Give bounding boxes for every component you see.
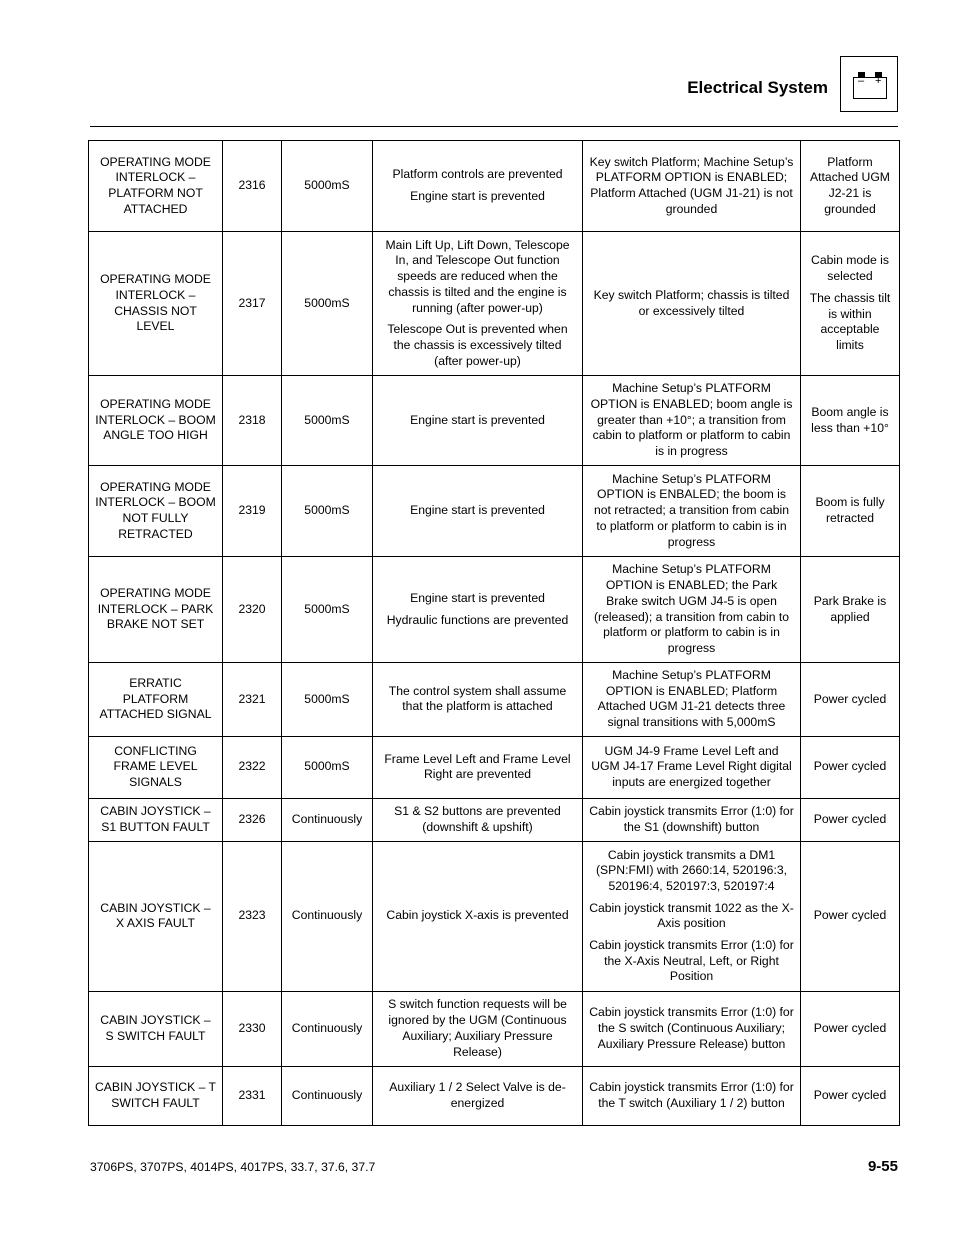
fault-name: CABIN JOYSTICK – X AXIS FAULT [89, 841, 223, 991]
fault-condition [583, 141, 801, 232]
fault-effect [373, 557, 583, 663]
fault-code: 2319 [223, 466, 282, 557]
fault-effect-line: Frame Level Left and Frame Level Right are prevented [384, 751, 571, 782]
fault-clear [801, 141, 900, 232]
fault-effect [373, 466, 583, 557]
fault-condition-line: Machine Setup’s PLATFORM OPTION is ENABLED; boom angle is greater than +10°; a transition from cabin to platform or platform to cabin is in progress [590, 381, 793, 459]
fault-condition [583, 798, 801, 841]
fault-clear [801, 1066, 900, 1125]
fault-name: OPERATING MODE INTERLOCK – CHASSIS NOT LEVEL [89, 232, 223, 376]
fault-effect [373, 376, 583, 466]
fault-name: OPERATING MODE INTERLOCK – PARK BRAKE NOT SET [89, 557, 223, 663]
fault-time: Continuously [282, 1066, 373, 1125]
fault-effect [373, 141, 583, 232]
fault-code-table [88, 140, 900, 1126]
fault-condition-line: Cabin joystick transmits Error (1:0) for the X-Axis Neutral, Left, or Right Position [589, 938, 794, 984]
fault-effect-line: Engine start is prevented [410, 590, 545, 605]
fault-time: 5000mS [282, 141, 373, 232]
fault-name: CONFLICTING FRAME LEVEL SIGNALS [89, 736, 223, 798]
fault-clear-line: Park Brake is applied [813, 593, 887, 624]
page-number: 9-55 [867, 1158, 898, 1175]
fault-clear-line: Power cycled [813, 1020, 887, 1035]
table-row [89, 141, 900, 232]
fault-condition [583, 466, 801, 557]
fault-effect-line: Platform controls are prevented [392, 167, 563, 182]
fault-effect [373, 663, 583, 737]
fault-code: 2330 [223, 991, 282, 1066]
fault-clear-line: Boom is fully retracted [815, 495, 885, 525]
fault-clear-line: Cabin mode is selected [811, 253, 889, 284]
fault-effect-line: S1 & S2 buttons are prevented (downshift & upshift) [394, 804, 561, 834]
fault-condition [583, 736, 801, 798]
fault-clear [801, 991, 900, 1066]
fault-effect [373, 841, 583, 991]
fault-condition-line: Machine Setup’s PLATFORM OPTION is ENABLED; Platform Attached UGM J1-21 detects three signal transitions with 5,000mS [597, 668, 786, 730]
table-row [89, 663, 900, 737]
fault-name: ERRATIC PLATFORM ATTACHED SIGNAL [89, 663, 223, 737]
fault-condition-line: Key switch Platform; chassis is tilted or excessively tilted [593, 287, 790, 318]
fault-code: 2318 [223, 376, 282, 466]
fault-name: OPERATING MODE INTERLOCK – PLATFORM NOT ATTACHED [89, 141, 223, 232]
fault-time: 5000mS [282, 736, 373, 798]
fault-clear [801, 841, 900, 991]
fault-clear-line: Boom angle is less than +10° [811, 404, 889, 435]
fault-condition [583, 232, 801, 376]
table-row [89, 466, 900, 557]
fault-clear [801, 466, 900, 557]
fault-clear-line: Power cycled [813, 908, 887, 923]
fault-condition-line: UGM J4-9 Frame Level Left and UGM J4-17 Frame Level Right digital inputs are energized together [591, 743, 792, 790]
fault-name: OPERATING MODE INTERLOCK – BOOM NOT FULLY RETRACTED [89, 466, 223, 557]
table-row [89, 798, 900, 841]
fault-clear [801, 798, 900, 841]
fault-time: 5000mS [282, 557, 373, 663]
fault-clear [801, 232, 900, 376]
table-row [89, 736, 900, 798]
fault-effect [373, 232, 583, 376]
section-icon-box [840, 56, 898, 112]
fault-effect-line: Cabin joystick X-axis is prevented [386, 908, 569, 923]
fault-effect-line: Main Lift Up, Lift Down, Telescope In, and Telescope Out function speeds are reduced when the chassis is tilted and the engine is running (after power-up) [385, 237, 570, 315]
fault-code: 2316 [223, 141, 282, 232]
fault-condition-line: Key switch Platform; Machine Setup’s PLATFORM OPTION is ENABLED; Platform Attached (UGM J1-21) is not grounded [589, 154, 794, 216]
fault-condition-line: Cabin joystick transmits Error (1:0) for the S1 (downshift) button [589, 804, 794, 834]
fault-condition-line: Cabin joystick transmit 1022 as the X-Axis position [589, 900, 794, 931]
fault-time: 5000mS [282, 376, 373, 466]
fault-code: 2322 [223, 736, 282, 798]
fault-time: Continuously [282, 991, 373, 1066]
section-title: Electrical System [687, 78, 828, 97]
fault-code: 2317 [223, 232, 282, 376]
fault-clear [801, 663, 900, 737]
fault-time: 5000mS [282, 466, 373, 557]
fault-code: 2320 [223, 557, 282, 663]
fault-condition [583, 557, 801, 663]
table-row [89, 1066, 900, 1125]
fault-clear-line: The chassis tilt is within acceptable limits [809, 290, 891, 352]
table-row [89, 841, 900, 991]
fault-clear [801, 376, 900, 466]
table-row [89, 232, 900, 376]
fault-condition [583, 376, 801, 466]
fault-effect-line: Engine start is prevented [410, 189, 545, 203]
fault-clear-line: Platform Attached UGM J2-21 is grounded [810, 154, 890, 216]
fault-effect-line: Engine start is prevented [410, 412, 545, 427]
fault-effect [373, 736, 583, 798]
fault-time: 5000mS [282, 663, 373, 737]
fault-condition-line: Cabin joystick transmits a DM1 (SPN:FMI) with 2660:14, 520196:3, 520196:4, 520197:3, 520197:4 [595, 847, 788, 893]
fault-clear-line: Power cycled [813, 1087, 887, 1102]
fault-condition [583, 663, 801, 737]
fault-clear [801, 557, 900, 663]
fault-time: Continuously [282, 841, 373, 991]
fault-name: CABIN JOYSTICK – S SWITCH FAULT [89, 991, 223, 1066]
fault-clear-line: Power cycled [813, 811, 887, 826]
header-rule [90, 126, 898, 127]
fault-effect-line: S switch function requests will be ignored by the UGM (Continuous Auxiliary; Auxiliary Pressure Release) [388, 997, 567, 1059]
fault-clear-line: Power cycled [813, 759, 887, 774]
fault-effect-line: Engine start is prevented [410, 503, 545, 518]
fault-code: 2331 [223, 1066, 282, 1125]
fault-code: 2326 [223, 798, 282, 841]
fault-condition-line: Cabin joystick transmits Error (1:0) for the S switch (Continuous Auxiliary; Auxiliary Pressure Release) button [589, 1005, 794, 1051]
fault-time: Continuously [282, 798, 373, 841]
fault-effect-line: The control system shall assume that the platform is attached [388, 683, 567, 714]
fault-name: CABIN JOYSTICK – T SWITCH FAULT [89, 1066, 223, 1125]
fault-name: OPERATING MODE INTERLOCK – BOOM ANGLE TOO HIGH [89, 376, 223, 466]
fault-condition-line: Cabin joystick transmits Error (1:0) for the T switch (Auxiliary 1 / 2) button [589, 1080, 794, 1110]
fault-effect [373, 1066, 583, 1125]
fault-condition-line: Machine Setup’s PLATFORM OPTION is ENABLED; the Park Brake switch UGM J4-5 is open (released); a transition from cabin to platform or platform to cabin is in progress [593, 562, 790, 655]
fault-effect [373, 798, 583, 841]
battery-icon: – + [853, 77, 887, 99]
table-row [89, 991, 900, 1066]
fault-code: 2321 [223, 663, 282, 737]
fault-clear-line: Power cycled [813, 691, 887, 706]
fault-effect-line: Hydraulic functions are prevented [386, 612, 569, 627]
fault-condition [583, 991, 801, 1066]
table-row [89, 557, 900, 663]
fault-condition [583, 841, 801, 991]
fault-condition-line: Machine Setup’s PLATFORM OPTION is ENBALED; the boom is not retracted; a transition from cabin to platform or platform to cabin is in progress [593, 471, 790, 549]
fault-name: CABIN JOYSTICK – S1 BUTTON FAULT [89, 798, 223, 841]
fault-clear [801, 736, 900, 798]
fault-condition [583, 1066, 801, 1125]
fault-effect-line: Telescope Out is prevented when the chassis is excessively tilted (after power-up) [387, 322, 568, 368]
footer-model-list: 3706PS, 3707PS, 4014PS, 4017PS, 33.7, 37.6, 37.7 [90, 1160, 376, 1174]
fault-effect [373, 991, 583, 1066]
table-row [89, 376, 900, 466]
fault-code: 2323 [223, 841, 282, 991]
fault-time: 5000mS [282, 232, 373, 376]
fault-effect-line: Auxiliary 1 / 2 Select Valve is de-energized [389, 1080, 566, 1110]
